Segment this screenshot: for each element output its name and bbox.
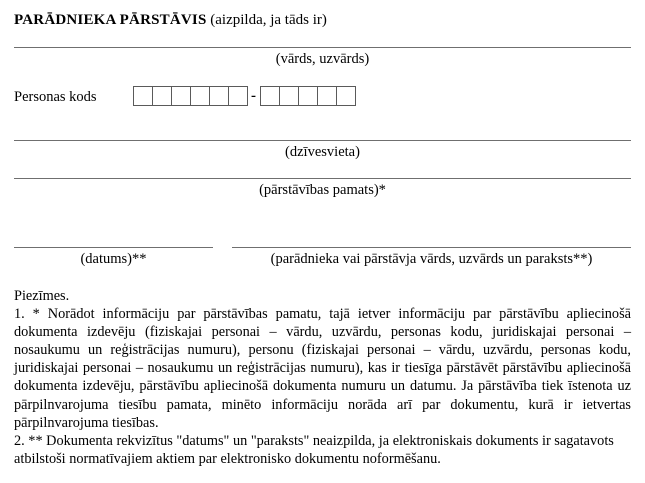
personal-code-cell[interactable] bbox=[190, 86, 210, 106]
personal-code-cell[interactable] bbox=[298, 86, 318, 106]
page-title-main: PARĀDNIEKA PĀRSTĀVIS bbox=[14, 12, 207, 28]
personal-code-group-left[interactable] bbox=[133, 86, 247, 106]
notes-section bbox=[14, 287, 631, 468]
personal-code-cell[interactable] bbox=[133, 86, 153, 106]
signature-field-rule[interactable] bbox=[232, 247, 631, 248]
personal-code-cell[interactable] bbox=[279, 86, 299, 106]
personal-code-cell[interactable] bbox=[260, 86, 280, 106]
representation-basis-caption: (pārstāvības pamats)* bbox=[259, 182, 386, 198]
personal-code-group-right[interactable] bbox=[260, 86, 355, 106]
representation-basis-rule[interactable] bbox=[14, 178, 631, 179]
notes-item-2: 2. ** Dokumenta rekvizītus "datums" un "paraksts" neaizpilda, ja elektroniskais dokuments ir sagatavots atbilstoši normatīvajiem aktiem par elektronisko dokumentu noformēšanu. bbox=[14, 432, 614, 467]
notes-heading: Piezīmes. bbox=[14, 288, 70, 304]
page-title bbox=[14, 11, 327, 30]
address-field-caption: (dzīvesvieta) bbox=[285, 144, 360, 160]
signature-field-caption: (parādnieka vai pārstāvja vārds, uzvārds un paraksts**) bbox=[270, 251, 593, 267]
notes-item-1: 1. * Norādot informāciju par pārstāvības pamatu, tajā ietver informāciju par pārstāvību apliecinošā dokumenta izdevēju (fiziskajai personai – vārdu, uzvārdu, personas kodu, juridiskajai personai – nosaukumu un reģistrācijas numuru), personu (fiziskajai personai – vārdu, uzvārdu, personas kodu, juridiskajai personai – nosaukumu un reģistrācijas numuru), kas ir tiesīga pārstāvēt pārstāvību apliecinošā dokumenta izdevēju, pārstāvību apliecinošā dokumenta numuru un datumu. Ja pārstāvība tiek īstenota uz pārpilnvarojuma tiesību pamata, minēto informāciju norāda arī par dokumentu, kurā ir ietvertas pārpilnvarojuma tiesības. bbox=[14, 306, 631, 431]
personal-code-cell[interactable] bbox=[209, 86, 229, 106]
date-field-caption: (datums)** bbox=[80, 251, 147, 267]
personal-code-cell[interactable] bbox=[228, 86, 248, 106]
personal-code-cell[interactable] bbox=[336, 86, 356, 106]
personal-code-cell[interactable] bbox=[317, 86, 337, 106]
personal-code-cell[interactable] bbox=[171, 86, 191, 106]
address-field-rule[interactable] bbox=[14, 140, 631, 141]
name-field-caption: (vārds, uzvārds) bbox=[275, 51, 370, 67]
name-field-rule[interactable] bbox=[14, 47, 631, 48]
date-field-rule[interactable] bbox=[14, 247, 213, 248]
personal-code-input[interactable] bbox=[133, 86, 355, 106]
page-title-note: (aizpilda, ja tāds ir) bbox=[206, 12, 327, 28]
personal-code-cell[interactable] bbox=[152, 86, 172, 106]
personal-code-separator: - bbox=[251, 88, 256, 104]
personal-code-label: Personas kods bbox=[14, 89, 97, 105]
